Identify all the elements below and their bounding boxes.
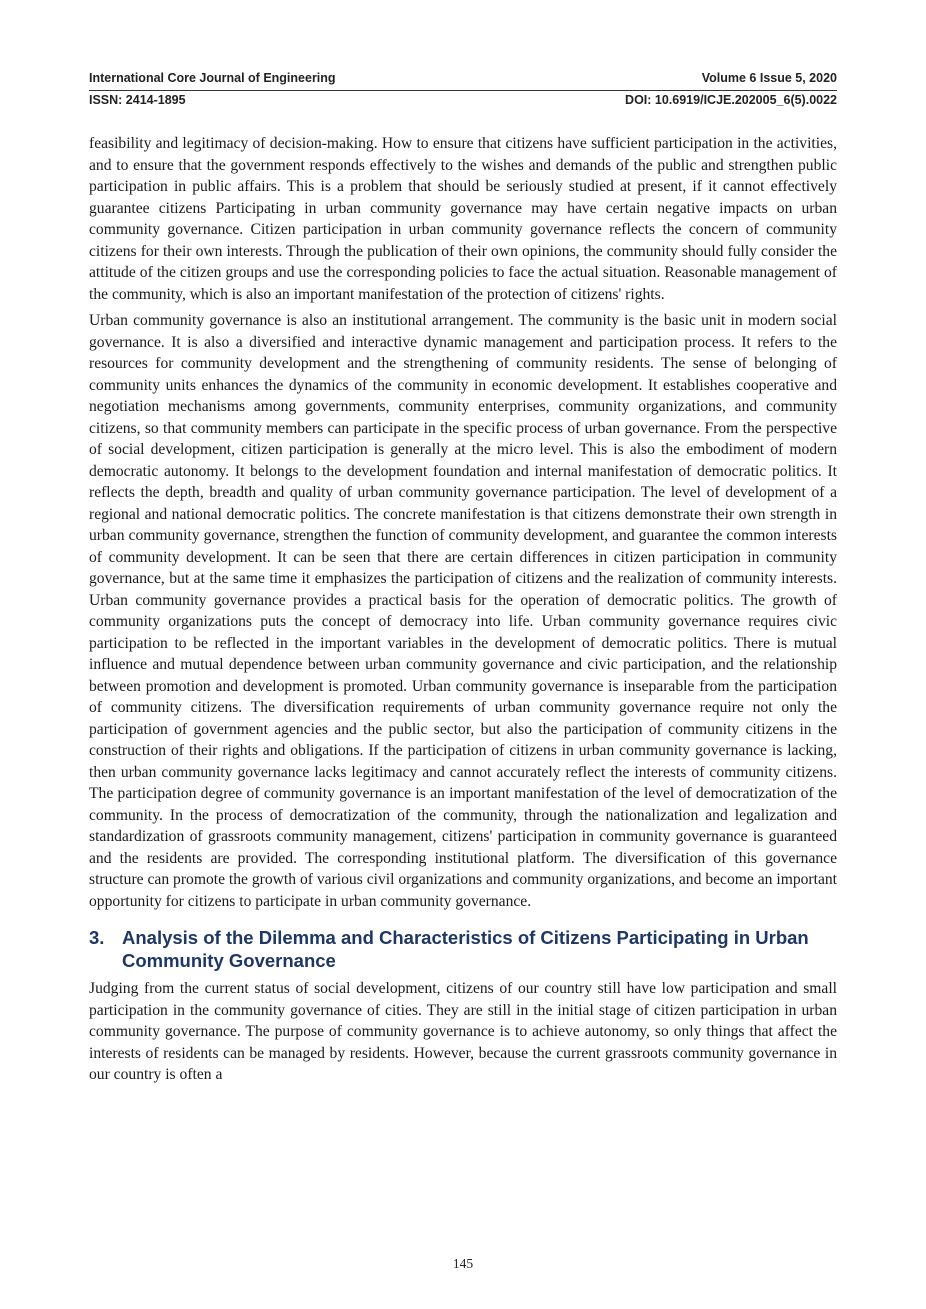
page-number: 145 <box>452 1256 474 1271</box>
article-body <box>89 133 837 1091</box>
header-divider <box>89 90 837 91</box>
body-paragraph: Urban community governance is also an institutional arrangement. The community is the basic unit in modern social governance. It is also a diversified and interactive dynamic management and participation process. It refers to the resources for community development and the strengthening of community residents. The sense of belonging of community units enhances the dynamics of the community in economic development. It establishes cooperative and negotiation mechanisms among governments, community enterprises, community organizations, and community citizens, so that community members can participate in the specific process of urban governance. From the perspective of social development, citizen participation is generally at the micro level. This is also the embodiment of modern democratic autonomy. It belongs to the development foundation and internal manifestation of democratic politics. It reflects the depth, breadth and quality of urban community governance participation. The level of development of a regional and national democratic politics. The concrete manifestation is that citizens demonstrate their own strength in urban community governance, strengthen the function of community development, and guarantee the common interests of community development. It can be seen that there are certain differences in citizen participation in community governance, but at the same time it emphasizes the participation of citizens and the realization of community interests. Urban community governance provides a practical basis for the operation of democratic politics. The growth of community organizations puts the concept of democracy into life. Urban community governance requires civic participation to be reflected in the important variables in the development of democratic politics. There is mutual influence and mutual dependence between urban community governance and civic participation, and the relationship between promotion and development is promoted. Urban community governance is inseparable from the participation of community citizens. The diversification requirements of urban community governance require not only the participation of government agencies and the public sector, but also the participation of community citizens in the construction of their rights and obligations. If the participation of citizens in urban community governance is lacking, then urban community governance lacks legitimacy and cannot accurately reflect the interests of community citizens. The participation degree of community governance is an important manifestation of the level of democratization of the community. In the process of democratization of the community, through the nationalization and legalization and standardization of grassroots community management, citizens' participation in community governance is guaranteed and the residents are provided. The corresponding institutional platform. The diversification of this governance structure can promote the growth of various civil organizations and community organizations, and become an important opportunity for citizens to participate in urban community governance. <box>89 312 837 910</box>
volume-issue: Volume 6 Issue 5, 2020 <box>701 71 837 85</box>
doi: DOI: 10.6919/ICJE.202005_6(5).0022 <box>625 93 837 107</box>
body-paragraph: feasibility and legitimacy of decision-making. How to ensure that citizens have sufficient participation in the activities, and to ensure that the government responds effectively to the wishes and demands of the public and strengthen public participation in public affairs. This is a problem that should be seriously studied at present, if it cannot effectively guarantee citizens Participating in urban community governance may have certain negative impacts on urban community governance. Citizen participation in urban community governance reflects the concern of community citizens for their own interests. Through the publication of their own opinions, the community should fully consider the attitude of the citizen groups and use the corresponding policies to face the actual situation. Reasonable management of the community, which is also an important manifestation of the protection of citizens' rights. <box>89 135 837 303</box>
journal-title: International Core Journal of Engineering <box>89 71 336 85</box>
section-number: 3. <box>89 927 105 948</box>
section-title: Analysis of the Dilemma and Characteristics of Citizens Participating in Urban Community Governance <box>122 927 809 971</box>
section-heading <box>89 926 837 972</box>
header-top-row <box>89 71 837 89</box>
header-bottom-row <box>89 93 837 111</box>
issn: ISSN: 2414-1895 <box>89 93 186 107</box>
body-paragraph: Judging from the current status of social development, citizens of our country still have low participation and small participation in the community governance of cities. They are still in the initial stage of citizen participation in urban community governance. The purpose of community governance is to achieve autonomy, so only things that affect the interests of residents can be managed by residents. However, because the current grassroots community governance in our country is often a <box>89 980 837 1083</box>
page-header <box>89 71 837 111</box>
